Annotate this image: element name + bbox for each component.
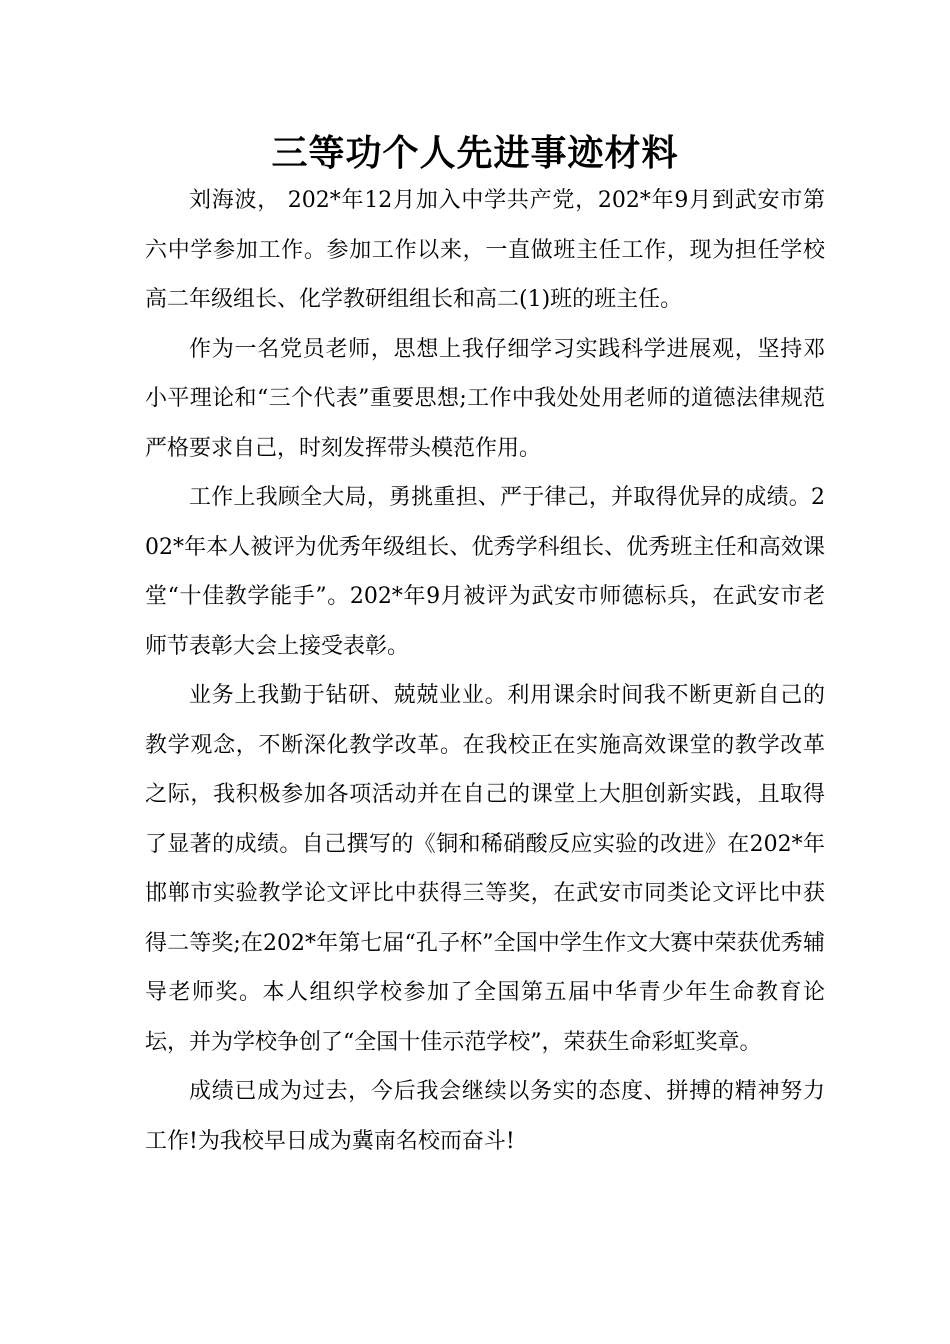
paragraph-introduction: 刘海波， 202*年12月加入中学共产党，202*年9月到武安市第六中学参加工作。参加工作以来，一直做班主任工作，现为担任学校高二年级组长、化学教研组组长和高二(1)班的班主任。: [145, 188, 825, 312]
document-body: [145, 176, 825, 1166]
paragraph-ideology: 作为一名党员老师，思想上我仔细学习实践科学进展观，坚持邓小平理论和“三个代表”重要思想;工作中我处处用老师的道德法律规范严格要求自己，时刻发挥带头模范作用。: [145, 336, 825, 461]
paragraph-professional-work: 业务上我勤于钻研、兢兢业业。利用课余时间我不断更新自己的教学观念，不断深化教学改革。在我校正在实施高效课堂的教学改革之际，我积极参加各项活动并在自己的课堂上大胆创新实践，且取得了显著的成绩。自己撰写的《铜和稀硝酸反应实验的改进》在202*年邯郸市实验教学论文评比中获得三等奖，在武安市同类论文评比中获得二等奖;在202*年第七届“孔子杯”全国中学生作文大赛中荣获优秀辅导老师奖。本人组织学校参加了全国第五届中华青少年生命教育论坛，并为学校争创了“全国十佳示范学校”，荣获生命彩虹奖章。: [145, 683, 825, 1055]
paragraph-work-achievements: 工作上我顾全大局，勇挑重担、严于律己，并取得优异的成绩。202*年本人被评为优秀年级组长、优秀学科组长、优秀班主任和高效课堂“十佳教学能手”。202*年9月被评为武安市师德标兵，在武安市老师节表彰大会上接受表彰。: [145, 485, 825, 659]
document-title: 三等功个人先进事迹材料: [271, 132, 679, 174]
paragraph-conclusion: 成绩已成为过去，今后我会继续以务实的态度、拼搏的精神努力工作!为我校早日成为冀南名校而奋斗!: [145, 1079, 825, 1154]
